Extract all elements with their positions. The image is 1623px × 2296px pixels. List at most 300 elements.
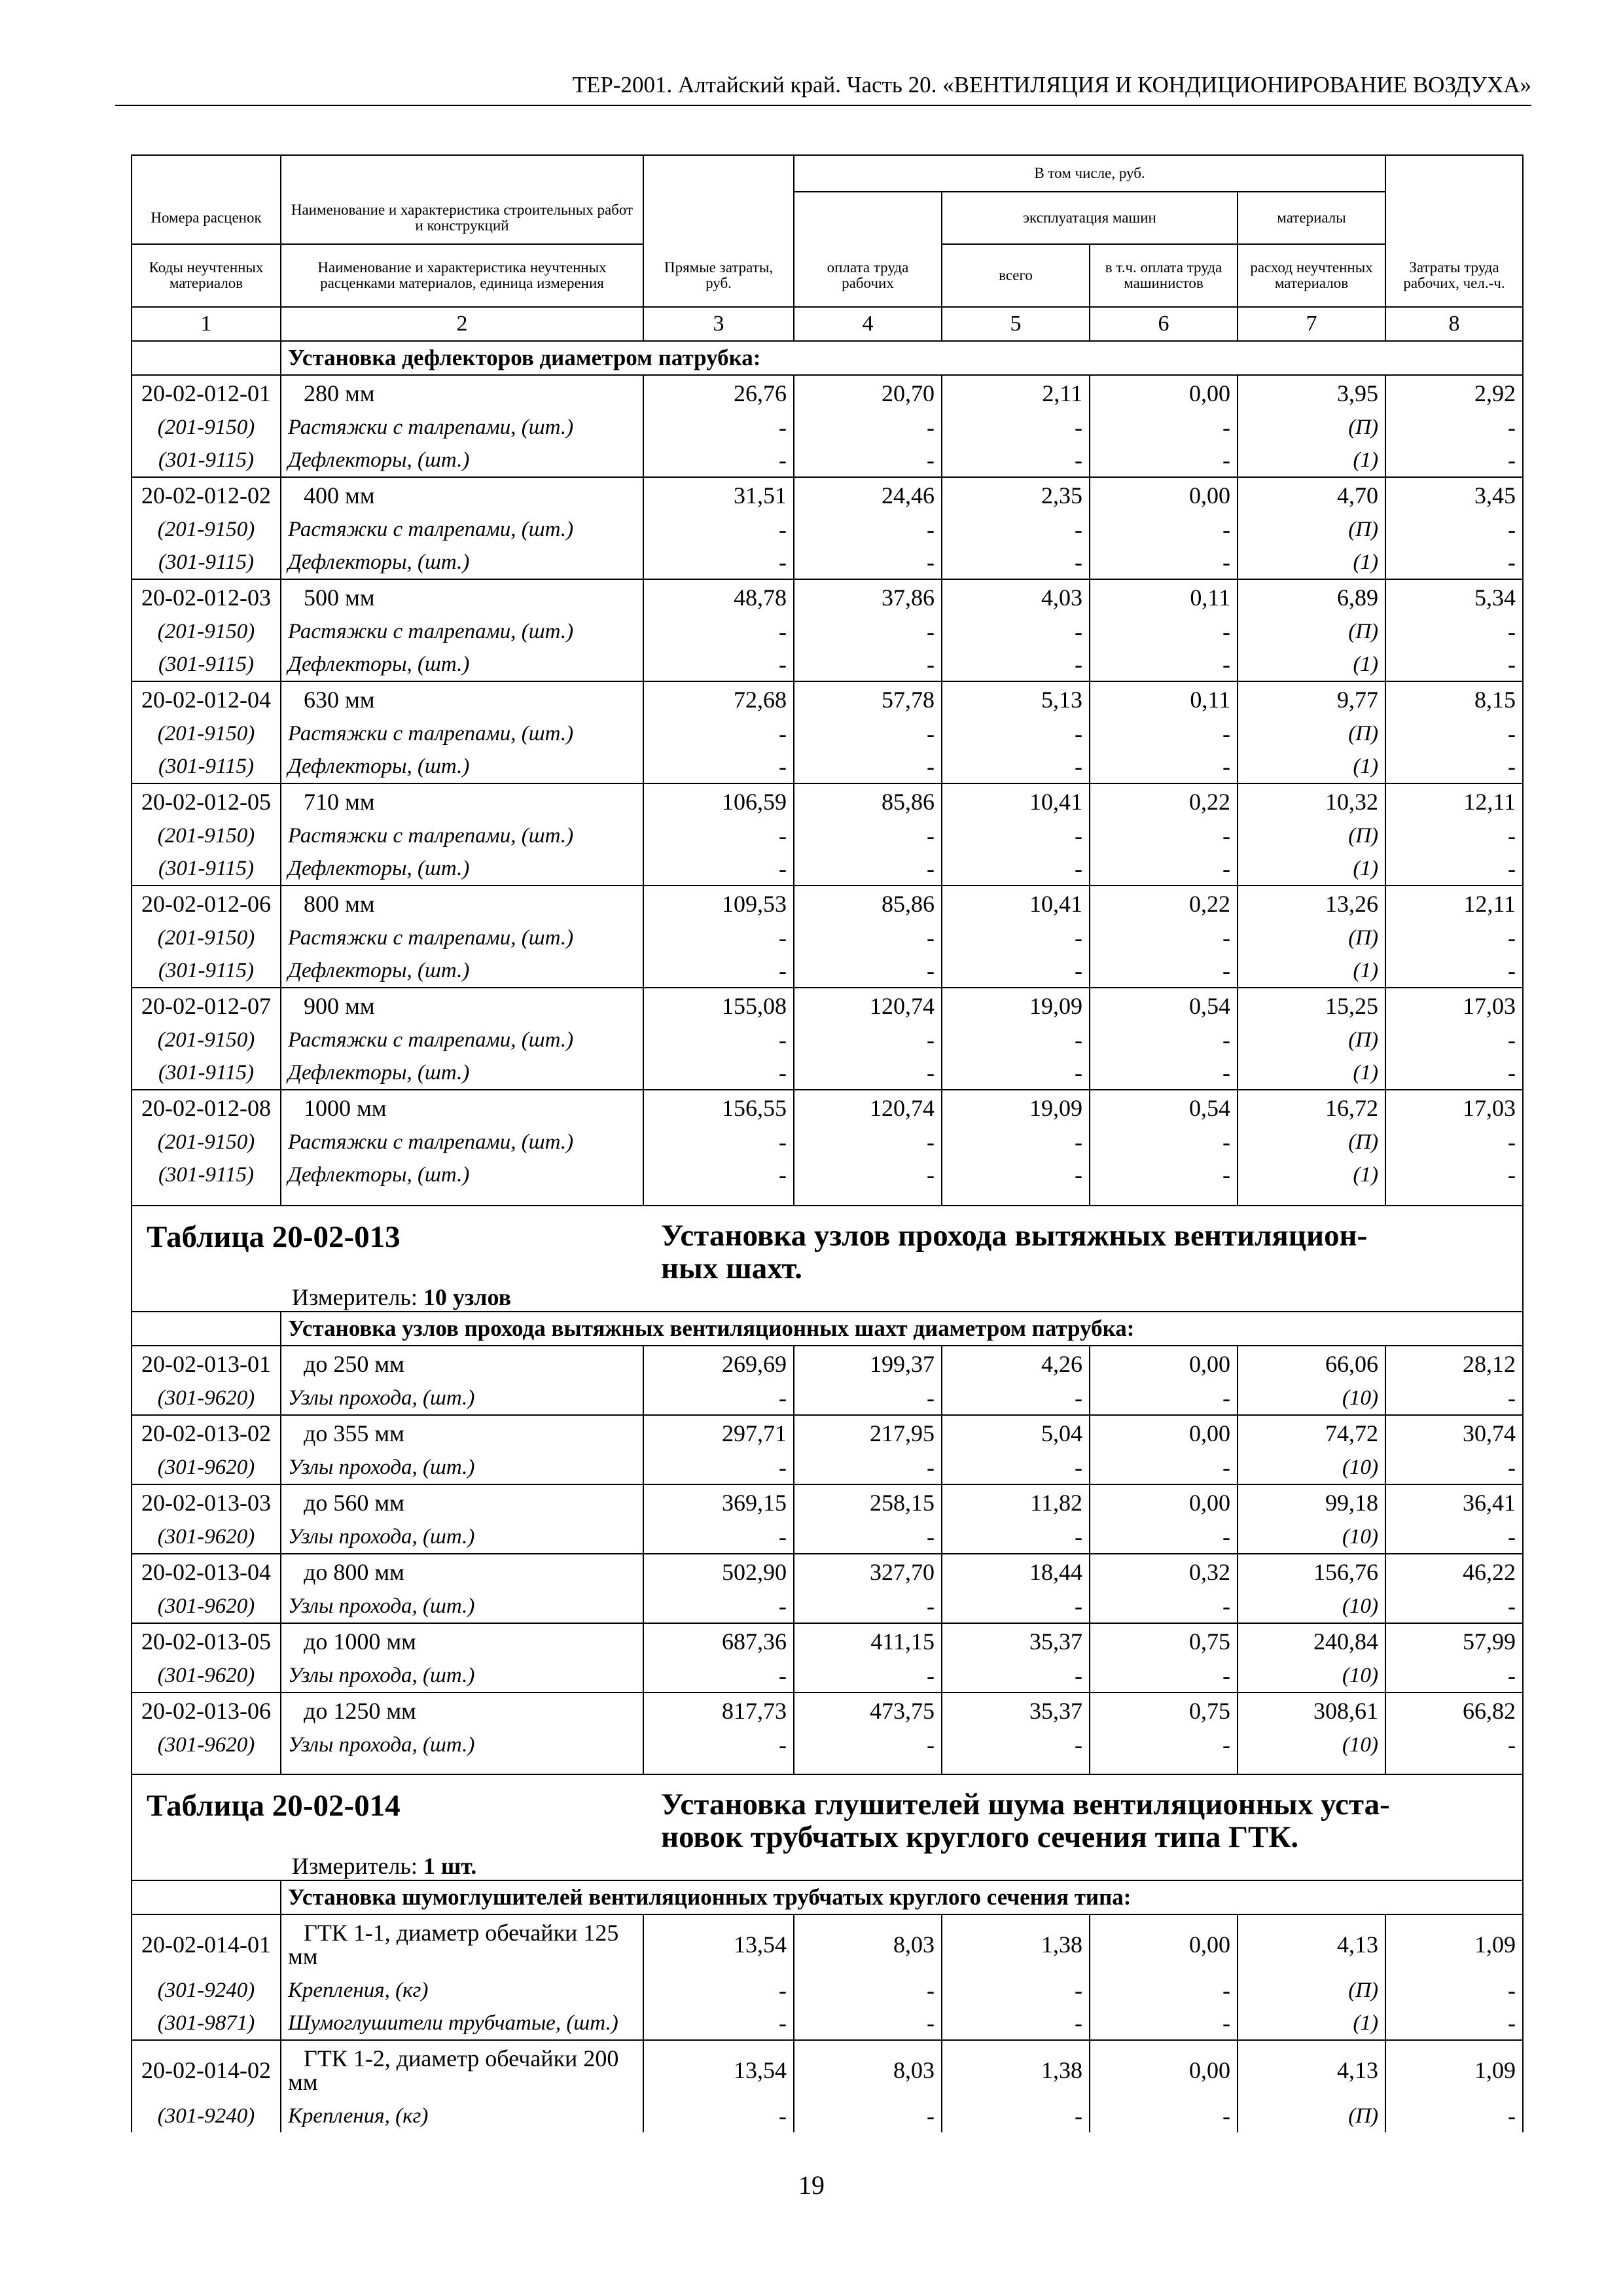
material-qty: (10): [1238, 1451, 1385, 1484]
rate-name: [281, 1914, 643, 1974]
value-cell: 20,70: [794, 375, 942, 411]
dash-cell: -: [1385, 1024, 1523, 1056]
dash-cell: -: [1385, 1729, 1523, 1761]
dash-cell: -: [643, 1451, 794, 1484]
rate-name: 1000 мм: [281, 1090, 643, 1126]
table-title-block: [132, 1206, 1523, 1312]
material-row: [132, 1382, 1523, 1415]
dash-cell: -: [942, 1659, 1090, 1693]
dash-cell: -: [643, 1382, 794, 1415]
rate-row: [132, 1090, 1523, 1126]
page-number: 19: [798, 2170, 825, 2200]
header-cell: [794, 192, 942, 244]
column-numbers-row: [132, 307, 1523, 341]
header-cell: [132, 155, 281, 192]
material-name: Растяжки с талрепами, (шт.): [281, 1024, 643, 1056]
blank-cell: [1090, 1191, 1238, 1206]
dash-cell: -: [1090, 2100, 1238, 2132]
value-cell: 5,04: [942, 1415, 1090, 1451]
value-cell: 0,00: [1090, 1914, 1238, 1974]
material-name: Дефлекторы, (шт.): [281, 954, 643, 988]
value-cell: 24,46: [794, 477, 942, 513]
blank-cell: [281, 1191, 643, 1206]
dash-cell: -: [794, 1659, 942, 1693]
dash-cell: -: [1385, 922, 1523, 954]
column-number: 5: [942, 307, 1090, 341]
material-code: (301-9620): [132, 1659, 281, 1693]
value-cell: 4,03: [942, 579, 1090, 615]
rates-table: [131, 154, 1524, 2132]
value-cell: 156,76: [1238, 1554, 1385, 1590]
material-row: [132, 1729, 1523, 1761]
value-cell: 199,37: [794, 1346, 942, 1382]
dash-cell: -: [942, 1590, 1090, 1623]
material-code: (301-9115): [132, 444, 281, 477]
material-name: Растяжки с талрепами, (шт.): [281, 819, 643, 852]
dash-cell: -: [1090, 717, 1238, 750]
material-row: [132, 1974, 1523, 2007]
materials-header: материалы: [1238, 192, 1385, 244]
rate-name: до 560 мм: [281, 1484, 643, 1520]
value-cell: 240,84: [1238, 1623, 1385, 1659]
material-code: (201-9150): [132, 922, 281, 954]
value-cell: 66,06: [1238, 1346, 1385, 1382]
dash-cell: -: [1090, 444, 1238, 477]
dash-cell: -: [643, 717, 794, 750]
code-top-header: Номера расценок: [132, 192, 281, 244]
spacer-row: [132, 1191, 1523, 1206]
material-row: [132, 819, 1523, 852]
material-qty: (1): [1238, 444, 1385, 477]
table-label: Таблица 20-02-014: [147, 1789, 401, 1823]
material-code: (201-9150): [132, 717, 281, 750]
value-cell: 74,72: [1238, 1415, 1385, 1451]
material-name: Дефлекторы, (шт.): [281, 444, 643, 477]
value-cell: 85,86: [794, 886, 942, 922]
dash-cell: -: [1090, 615, 1238, 648]
dash-cell: -: [794, 1056, 942, 1090]
material-code: (301-9115): [132, 546, 281, 579]
value-cell: 36,41: [1385, 1484, 1523, 1520]
in-total-header: В том числе, руб.: [794, 155, 1385, 192]
rate-row: [132, 1346, 1523, 1382]
material-code: (301-9115): [132, 750, 281, 783]
measure-unit-value: 10 узлов: [423, 1284, 512, 1310]
measure-unit-label: Измеритель:: [292, 1853, 418, 1879]
blank-cell: [794, 1761, 942, 1774]
value-cell: 0,00: [1090, 1346, 1238, 1382]
dash-cell: -: [942, 819, 1090, 852]
dash-cell: -: [1090, 922, 1238, 954]
dash-cell: -: [794, 546, 942, 579]
material-qty: (10): [1238, 1590, 1385, 1623]
dash-cell: -: [1385, 852, 1523, 886]
dash-cell: -: [1385, 2007, 1523, 2040]
material-code: (301-9240): [132, 1974, 281, 2007]
rate-row: [132, 681, 1523, 717]
machines-total-header: всего: [942, 244, 1090, 307]
dash-cell: -: [1385, 717, 1523, 750]
table-title: [661, 1788, 1472, 1854]
material-code: (201-9150): [132, 513, 281, 546]
rate-code: 20-02-013-02: [132, 1415, 281, 1451]
dash-cell: -: [942, 922, 1090, 954]
dash-cell: -: [1385, 1659, 1523, 1693]
value-cell: 37,86: [794, 579, 942, 615]
dash-cell: -: [794, 2100, 942, 2132]
value-cell: 18,44: [942, 1554, 1090, 1590]
value-cell: 258,15: [794, 1484, 942, 1520]
dash-cell: -: [794, 750, 942, 783]
value-cell: 0,00: [1090, 1484, 1238, 1520]
rate-name: до 250 мм: [281, 1346, 643, 1382]
material-qty: (1): [1238, 852, 1385, 886]
material-row: [132, 546, 1523, 579]
dash-cell: -: [794, 1382, 942, 1415]
dash-cell: -: [942, 546, 1090, 579]
material-row: [132, 2100, 1523, 2132]
rate-code: 20-02-012-01: [132, 375, 281, 411]
dash-cell: -: [794, 1729, 942, 1761]
rate-name: 280 мм: [281, 375, 643, 411]
rate-name: 710 мм: [281, 783, 643, 819]
value-cell: 26,76: [643, 375, 794, 411]
blank-cell: [942, 1761, 1090, 1774]
material-row: [132, 1659, 1523, 1693]
value-cell: 46,22: [1385, 1554, 1523, 1590]
header-cell: [281, 155, 643, 192]
material-name: Растяжки с талрепами, (шт.): [281, 717, 643, 750]
dash-cell: -: [942, 1056, 1090, 1090]
material-name: Узлы прохода, (шт.): [281, 1382, 643, 1415]
value-cell: 5,13: [942, 681, 1090, 717]
rate-code: 20-02-013-03: [132, 1484, 281, 1520]
value-cell: 6,89: [1238, 579, 1385, 615]
dash-cell: -: [643, 1158, 794, 1191]
value-cell: 0,54: [1090, 1090, 1238, 1126]
rate-code: 20-02-013-06: [132, 1693, 281, 1729]
table-title-row: [132, 1774, 1523, 1880]
header-cell: [1385, 192, 1523, 244]
value-cell: 1,09: [1385, 1914, 1523, 1974]
rate-row: [132, 1415, 1523, 1451]
table-title-block: [132, 1774, 1523, 1880]
column-number: 2: [281, 307, 643, 341]
section-subtitle: Установка дефлекторов диаметром патрубка:: [281, 341, 1523, 375]
column-number: 3: [643, 307, 794, 341]
rate-row: [132, 579, 1523, 615]
dash-cell: -: [1090, 513, 1238, 546]
value-cell: 13,26: [1238, 886, 1385, 922]
dash-cell: -: [942, 2007, 1090, 2040]
material-row: [132, 1451, 1523, 1484]
material-name: Растяжки с талрепами, (шт.): [281, 513, 643, 546]
rate-name: 900 мм: [281, 988, 643, 1024]
direct-cost-header: Прямые затраты, руб.: [643, 244, 794, 307]
dash-cell: -: [794, 411, 942, 444]
dash-cell: -: [942, 444, 1090, 477]
material-name: Узлы прохода, (шт.): [281, 1659, 643, 1693]
material-qty: (1): [1238, 1158, 1385, 1191]
material-name: Шумоглушители трубчатые, (шт.): [281, 2007, 643, 2040]
rate-row: [132, 477, 1523, 513]
value-cell: 0,54: [1090, 988, 1238, 1024]
dash-cell: -: [1090, 1520, 1238, 1554]
section-subtitle: Установка узлов прохода вытяжных вентиляционных шахт диаметром патрубка:: [281, 1312, 1523, 1346]
rate-row: [132, 988, 1523, 1024]
value-cell: 155,08: [643, 988, 794, 1024]
rate-name-line: мм: [288, 2069, 318, 2095]
dash-cell: -: [1385, 546, 1523, 579]
rate-code: 20-02-012-03: [132, 579, 281, 615]
value-cell: 0,22: [1090, 783, 1238, 819]
dash-cell: -: [794, 1590, 942, 1623]
rate-code: 20-02-012-08: [132, 1090, 281, 1126]
table-title-line: новок трубчатых круглого сечения типа ГТК.: [661, 1820, 1299, 1854]
value-cell: 8,03: [794, 2040, 942, 2100]
value-cell: 2,35: [942, 477, 1090, 513]
rate-name: до 355 мм: [281, 1415, 643, 1451]
value-cell: 30,74: [1385, 1415, 1523, 1451]
value-cell: 4,70: [1238, 477, 1385, 513]
table-title-line: ных шахт.: [661, 1251, 802, 1285]
column-number: 8: [1385, 307, 1523, 341]
value-cell: 0,00: [1090, 477, 1238, 513]
material-name: Узлы прохода, (шт.): [281, 1451, 643, 1484]
value-cell: 12,11: [1385, 886, 1523, 922]
material-row: [132, 513, 1523, 546]
dash-cell: -: [643, 2100, 794, 2132]
dash-cell: -: [942, 717, 1090, 750]
table-title-row: [132, 1206, 1523, 1312]
value-cell: 109,53: [643, 886, 794, 922]
dash-cell: -: [942, 648, 1090, 681]
value-cell: 269,69: [643, 1346, 794, 1382]
material-qty: (1): [1238, 648, 1385, 681]
value-cell: 0,22: [1090, 886, 1238, 922]
material-qty: (1): [1238, 1056, 1385, 1090]
dash-cell: -: [1385, 513, 1523, 546]
value-cell: 502,90: [643, 1554, 794, 1590]
column-number: 6: [1090, 307, 1238, 341]
dash-cell: -: [1385, 1451, 1523, 1484]
dash-cell: -: [942, 615, 1090, 648]
rate-row: [132, 1623, 1523, 1659]
dash-cell: -: [794, 954, 942, 988]
material-row: [132, 1158, 1523, 1191]
dash-cell: -: [1090, 750, 1238, 783]
value-cell: 10,41: [942, 783, 1090, 819]
dash-cell: -: [794, 922, 942, 954]
rate-code: 20-02-012-04: [132, 681, 281, 717]
material-name: Дефлекторы, (шт.): [281, 1158, 643, 1191]
material-row: [132, 2007, 1523, 2040]
value-cell: 0,75: [1090, 1623, 1238, 1659]
dash-cell: -: [942, 513, 1090, 546]
material-code: (201-9150): [132, 615, 281, 648]
value-cell: 2,92: [1385, 375, 1523, 411]
material-name: Растяжки с талрепами, (шт.): [281, 1126, 643, 1158]
dash-cell: -: [1090, 648, 1238, 681]
material-qty: (П): [1238, 819, 1385, 852]
value-cell: 817,73: [643, 1693, 794, 1729]
rate-code: 20-02-012-02: [132, 477, 281, 513]
value-cell: 120,74: [794, 1090, 942, 1126]
rate-code: 20-02-012-05: [132, 783, 281, 819]
dash-cell: -: [643, 750, 794, 783]
rate-code: 20-02-013-01: [132, 1346, 281, 1382]
dash-cell: -: [1090, 1974, 1238, 2007]
material-name: Крепления, (кг): [281, 2100, 643, 2132]
value-cell: 28,12: [1385, 1346, 1523, 1382]
name-top-header: Наименование и характеристика строительных работ и конструкций: [281, 192, 643, 244]
blank-cell: [132, 341, 281, 375]
value-cell: 8,03: [794, 1914, 942, 1974]
column-number: 4: [794, 307, 942, 341]
rate-row: [132, 1484, 1523, 1520]
material-code: (201-9150): [132, 1126, 281, 1158]
material-code: (301-9240): [132, 2100, 281, 2132]
rate-row: [132, 375, 1523, 411]
dash-cell: -: [643, 546, 794, 579]
dash-cell: -: [1385, 615, 1523, 648]
dash-cell: -: [1090, 819, 1238, 852]
column-number: 1: [132, 307, 281, 341]
dash-cell: -: [1090, 1451, 1238, 1484]
value-cell: 85,86: [794, 783, 942, 819]
section-subtitle-row: [132, 341, 1523, 375]
dash-cell: -: [942, 852, 1090, 886]
value-cell: 9,77: [1238, 681, 1385, 717]
rate-code: 20-02-012-07: [132, 988, 281, 1024]
code-bottom-header: Коды неучтенных материалов: [132, 244, 281, 307]
material-row: [132, 444, 1523, 477]
dash-cell: -: [1385, 1126, 1523, 1158]
material-code: (301-9620): [132, 1590, 281, 1623]
dash-cell: -: [942, 954, 1090, 988]
dash-cell: -: [1385, 411, 1523, 444]
rate-code: 20-02-014-01: [132, 1914, 281, 1974]
value-cell: 35,37: [942, 1623, 1090, 1659]
material-name: Дефлекторы, (шт.): [281, 648, 643, 681]
value-cell: 0,32: [1090, 1554, 1238, 1590]
dash-cell: -: [1090, 1659, 1238, 1693]
material-name: Дефлекторы, (шт.): [281, 546, 643, 579]
dash-cell: -: [643, 615, 794, 648]
blank-cell: [1385, 1191, 1523, 1206]
dash-cell: -: [643, 513, 794, 546]
dash-cell: -: [942, 1520, 1090, 1554]
material-qty: (1): [1238, 954, 1385, 988]
dash-cell: -: [1090, 852, 1238, 886]
value-cell: 4,26: [942, 1346, 1090, 1382]
blank-cell: [1090, 1761, 1238, 1774]
dash-cell: -: [643, 819, 794, 852]
material-qty: (П): [1238, 411, 1385, 444]
blank-cell: [643, 1761, 794, 1774]
dash-cell: -: [643, 1056, 794, 1090]
dash-cell: -: [1385, 1382, 1523, 1415]
dash-cell: -: [1090, 1024, 1238, 1056]
dash-cell: -: [1385, 819, 1523, 852]
dash-cell: -: [643, 2007, 794, 2040]
material-row: [132, 717, 1523, 750]
dash-cell: -: [794, 717, 942, 750]
material-code: (301-9620): [132, 1451, 281, 1484]
value-cell: 106,59: [643, 783, 794, 819]
rate-row: [132, 1554, 1523, 1590]
material-name: Дефлекторы, (шт.): [281, 750, 643, 783]
value-cell: 156,55: [643, 1090, 794, 1126]
dash-cell: -: [643, 1974, 794, 2007]
value-cell: 10,41: [942, 886, 1090, 922]
dash-cell: -: [794, 1158, 942, 1191]
dash-cell: -: [942, 2100, 1090, 2132]
material-qty: (П): [1238, 1974, 1385, 2007]
material-row: [132, 922, 1523, 954]
material-qty: (П): [1238, 922, 1385, 954]
material-code: (201-9150): [132, 1024, 281, 1056]
material-row: [132, 1024, 1523, 1056]
dash-cell: -: [942, 1126, 1090, 1158]
material-code: (301-9115): [132, 648, 281, 681]
blank-cell: [1385, 1761, 1523, 1774]
dash-cell: -: [1090, 2007, 1238, 2040]
table-title-line: Установка глушителей шума вентиляционных уста-: [661, 1787, 1390, 1821]
material-qty: (1): [1238, 546, 1385, 579]
material-code: (301-9115): [132, 1056, 281, 1090]
material-qty: (П): [1238, 2100, 1385, 2132]
material-name: Дефлекторы, (шт.): [281, 1056, 643, 1090]
material-qty: (1): [1238, 750, 1385, 783]
dash-cell: -: [643, 1024, 794, 1056]
rate-row: [132, 2040, 1523, 2100]
dash-cell: -: [794, 1520, 942, 1554]
blank-cell: [942, 1191, 1090, 1206]
value-cell: 0,11: [1090, 579, 1238, 615]
dash-cell: -: [794, 1451, 942, 1484]
material-name: Узлы прохода, (шт.): [281, 1520, 643, 1554]
dash-cell: -: [643, 852, 794, 886]
material-qty: (П): [1238, 1024, 1385, 1056]
dash-cell: -: [1090, 1729, 1238, 1761]
blank-cell: [132, 1312, 281, 1346]
dash-cell: -: [1090, 411, 1238, 444]
value-cell: 19,09: [942, 1090, 1090, 1126]
dash-cell: -: [942, 1024, 1090, 1056]
value-cell: 13,54: [643, 1914, 794, 1974]
material-qty: (П): [1238, 513, 1385, 546]
dash-cell: -: [643, 1659, 794, 1693]
dash-cell: -: [1385, 750, 1523, 783]
rate-name: до 800 мм: [281, 1554, 643, 1590]
value-cell: 5,34: [1385, 579, 1523, 615]
value-cell: 57,99: [1385, 1623, 1523, 1659]
material-qty: (10): [1238, 1729, 1385, 1761]
value-cell: 8,15: [1385, 681, 1523, 717]
value-cell: 11,82: [942, 1484, 1090, 1520]
material-row: [132, 852, 1523, 886]
value-cell: 0,11: [1090, 681, 1238, 717]
material-qty: (10): [1238, 1520, 1385, 1554]
dash-cell: -: [1385, 1056, 1523, 1090]
section-subtitle-row: [132, 1880, 1523, 1914]
dash-cell: -: [794, 852, 942, 886]
dash-cell: -: [1385, 1158, 1523, 1191]
material-name: Растяжки с талрепами, (шт.): [281, 922, 643, 954]
material-row: [132, 1126, 1523, 1158]
value-cell: 10,32: [1238, 783, 1385, 819]
